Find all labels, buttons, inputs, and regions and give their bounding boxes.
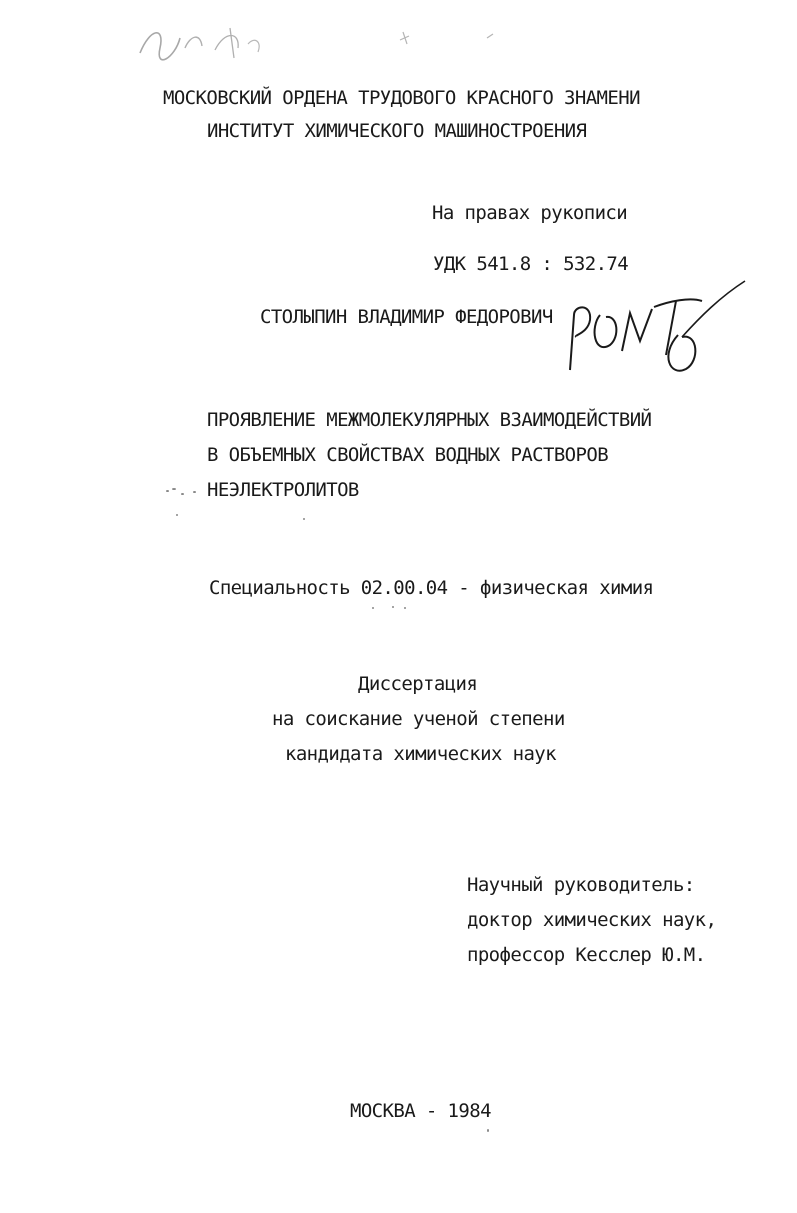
supervisor-line-3: профессор Кесслер Ю.М. xyxy=(467,944,706,966)
author-name: СТОЛЫПИН ВЛАДИМИР ФЕДОРОВИЧ xyxy=(260,306,553,328)
institution-line-2: ИНСТИТУТ ХИМИЧЕСКОГО МАШИНОСТРОЕНИЯ xyxy=(207,120,587,142)
degree-line-1: Диссертация xyxy=(358,673,478,695)
pencil-speck xyxy=(176,514,178,516)
pencil-speck xyxy=(166,490,169,492)
degree-line-3: кандидата химических наук xyxy=(285,743,556,765)
pencil-speck xyxy=(487,1129,489,1132)
pencil-tick-mark xyxy=(395,28,505,48)
thesis-title-line-1: ПРОЯВЛЕНИЕ МЕЖМОЛЕКУЛЯРНЫХ ВЗАИМОДЕЙСТВИЙ xyxy=(207,409,652,431)
pencil-speck xyxy=(303,518,305,520)
degree-line-2: на соискание ученой степени xyxy=(272,708,565,730)
thesis-title-line-2: В ОБЪЕМНЫХ СВОЙСТВАХ ВОДНЫХ РАСТВОРОВ xyxy=(207,444,609,466)
pencil-speck xyxy=(172,488,176,490)
pencil-speck xyxy=(193,491,196,493)
manuscript-rights-note: На правах рукописи xyxy=(432,202,628,224)
pencil-speck xyxy=(372,607,374,609)
udk-code: УДК 541.8 : 532.74 xyxy=(433,253,629,275)
pencil-scribble-mark xyxy=(130,18,280,68)
pencil-speck xyxy=(404,607,406,609)
pencil-speck xyxy=(181,493,184,495)
supervisor-line-1: Научный руководитель: xyxy=(467,874,695,896)
pencil-speck xyxy=(392,606,394,608)
author-signature xyxy=(560,275,750,380)
institution-line-1: МОСКОВСКИЙ ОРДЕНА ТРУДОВОГО КРАСНОГО ЗНАМЕНИ xyxy=(163,87,640,109)
specialty-line: Специальность 02.00.04 - физическая химия xyxy=(209,577,654,599)
supervisor-line-2: доктор химических наук, xyxy=(467,909,717,931)
thesis-title-line-3: НЕЭЛЕКТРОЛИТОВ xyxy=(207,479,359,501)
city-and-year: МОСКВА - 1984 xyxy=(350,1100,491,1122)
